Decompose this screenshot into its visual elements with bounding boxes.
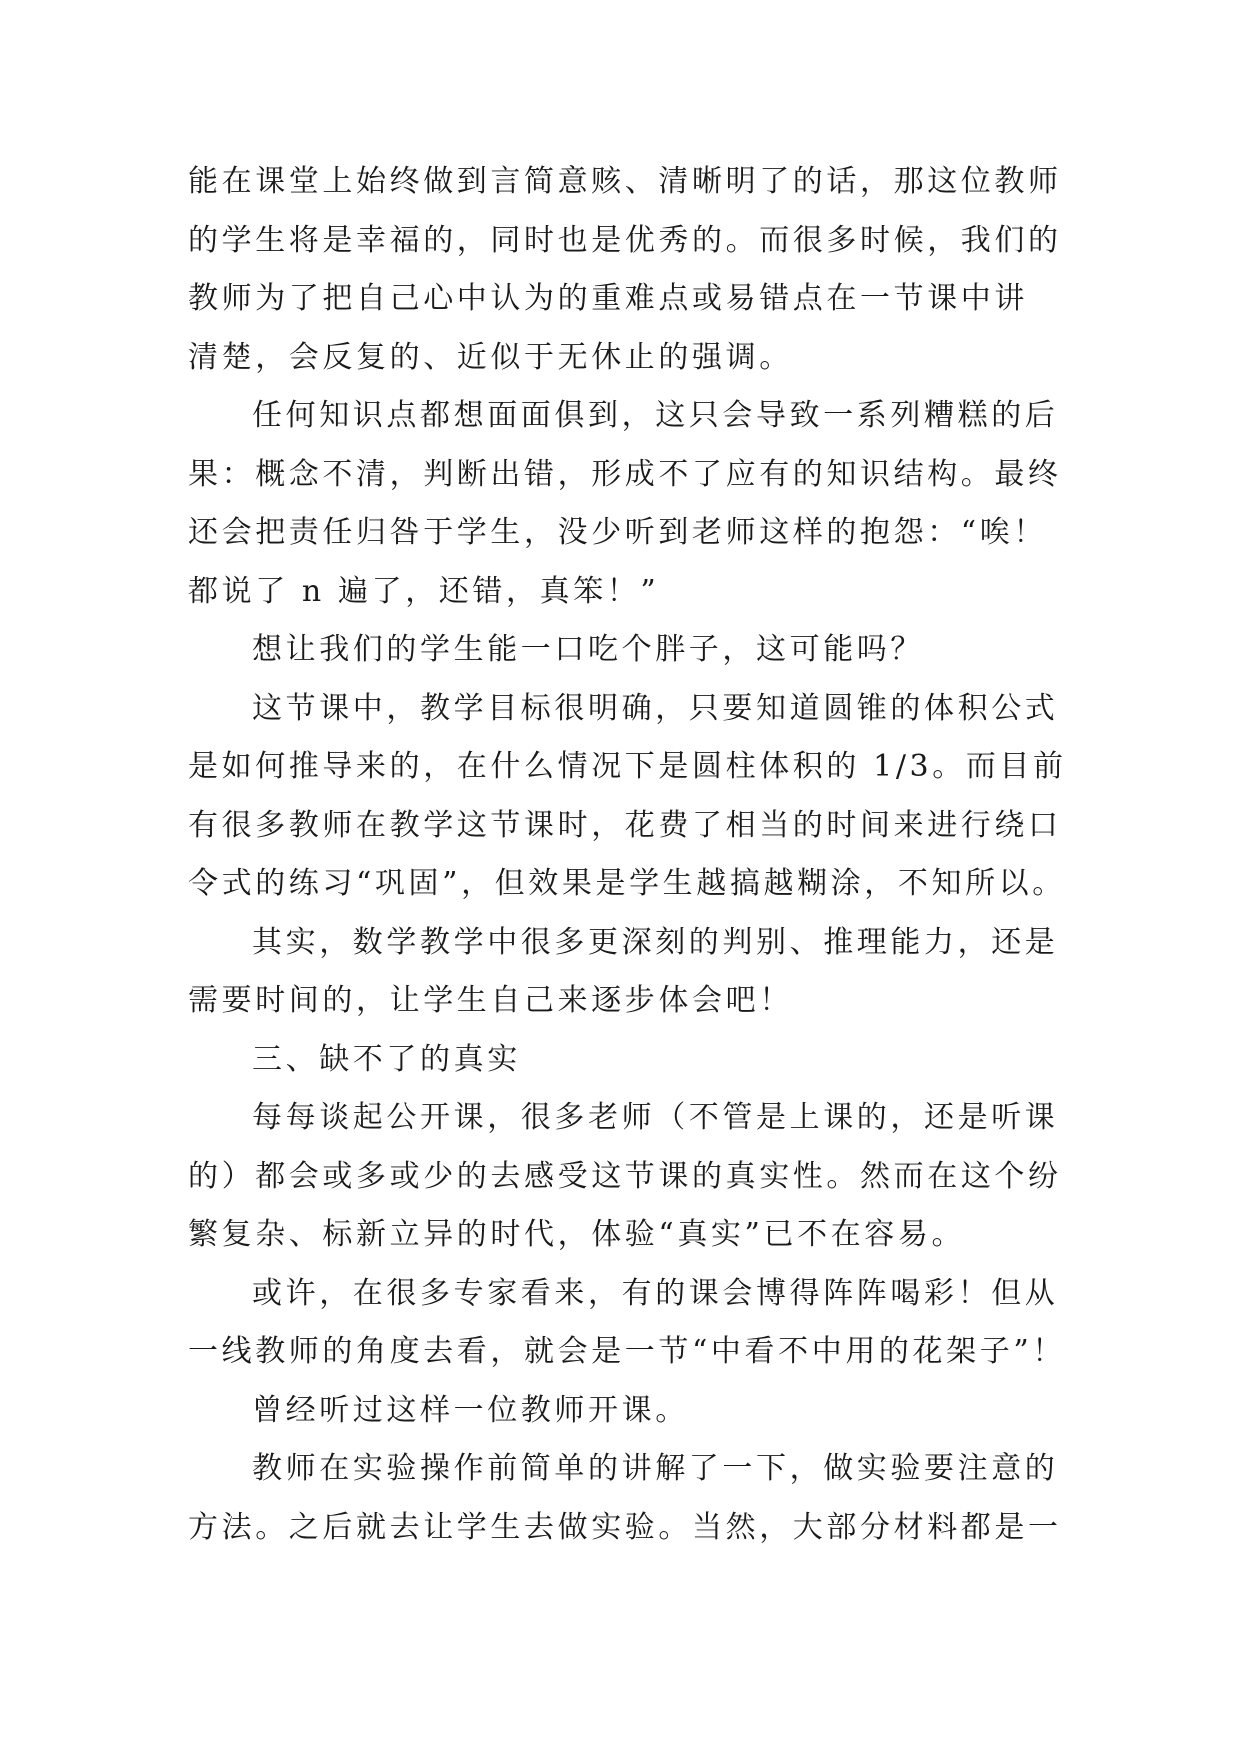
text-line: 教师为了把自己心中认为的重难点或易错点在一节课中讲 (188, 281, 1028, 316)
document-body (188, 153, 1067, 1557)
text-line: 或许，在很多专家看来，有的课会博得阵阵喝彩！但从 (252, 1275, 1059, 1311)
text-line: 教师在实验操作前简单的讲解了一下，做实验要注意的 (252, 1451, 1059, 1486)
text-line: 能在课堂上始终做到言简意赅、清晰明了的话，那这位教师 (188, 164, 1062, 199)
text-line: 的）都会或多或少的去感受这节课的真实性。然而在这个纷 (188, 1158, 1062, 1194)
paragraph (188, 1089, 1062, 1265)
paragraph (188, 680, 1067, 914)
text-line: 每每谈起公开课，很多老师（不管是上课的，还是听课 (252, 1100, 1059, 1135)
paragraph (188, 914, 1058, 1031)
text-line: 想让我们的学生能一口吃个胖子，这可能吗？ (252, 632, 924, 667)
text-line: 任何知识点都想面面俱到，这只会导致一系列糟糕的后 (252, 398, 1059, 433)
paragraph (188, 1382, 1058, 1441)
text-line: 都说了 n 遍了，还错，真笨！” (188, 573, 660, 609)
text-line: 的学生将是幸福的，同时也是优秀的。而很多时候，我们的 (188, 222, 1062, 258)
text-line: 方法。之后就去让学生去做实验。当然，大部分材料都是一 (188, 1509, 1062, 1545)
text-line: 其实，数学教学中很多更深刻的判别、推理能力，还是 (252, 924, 1059, 960)
text-line: 三、缺不了的真实 (252, 1041, 521, 1077)
paragraph (188, 1440, 1062, 1557)
text-line: 果：概念不清，判断出错，形成不了应有的知识结构。最终 (188, 456, 1062, 492)
text-line: 需要时间的，让学生自己来逐步体会吧！ (188, 983, 793, 1018)
text-line: 曾经听过这样一位教师开课。 (252, 1392, 689, 1428)
text-line: 令式的练习“巩固”，但效果是学生越搞越糊涂，不知所以。 (188, 866, 1066, 901)
paragraph (188, 621, 1058, 680)
paragraph (188, 153, 1062, 387)
text-line: 繁复杂、标新立异的时代，体验“真实”已不在容易。 (188, 1217, 966, 1252)
text-line: 清楚，会反复的、近似于无休止的强调。 (188, 339, 793, 375)
text-line: 是如何推导来的，在什么情况下是圆柱体积的 1/3。而目前 (188, 749, 1067, 784)
text-line: 有很多教师在教学这节课时，花费了相当的时间来进行绕口 (188, 807, 1062, 843)
paragraph (188, 1031, 1058, 1090)
text-line: 一线教师的角度去看，就会是一节“中看不中用的花架子”！ (188, 1334, 1066, 1369)
paragraph (188, 387, 1062, 621)
text-line: 还会把责任归咎于学生，没少听到老师这样的抱怨：“唉！ (188, 515, 1047, 550)
text-line: 这节课中，教学目标很明确，只要知道圆锥的体积公式 (252, 690, 1059, 726)
paragraph (188, 1265, 1066, 1382)
